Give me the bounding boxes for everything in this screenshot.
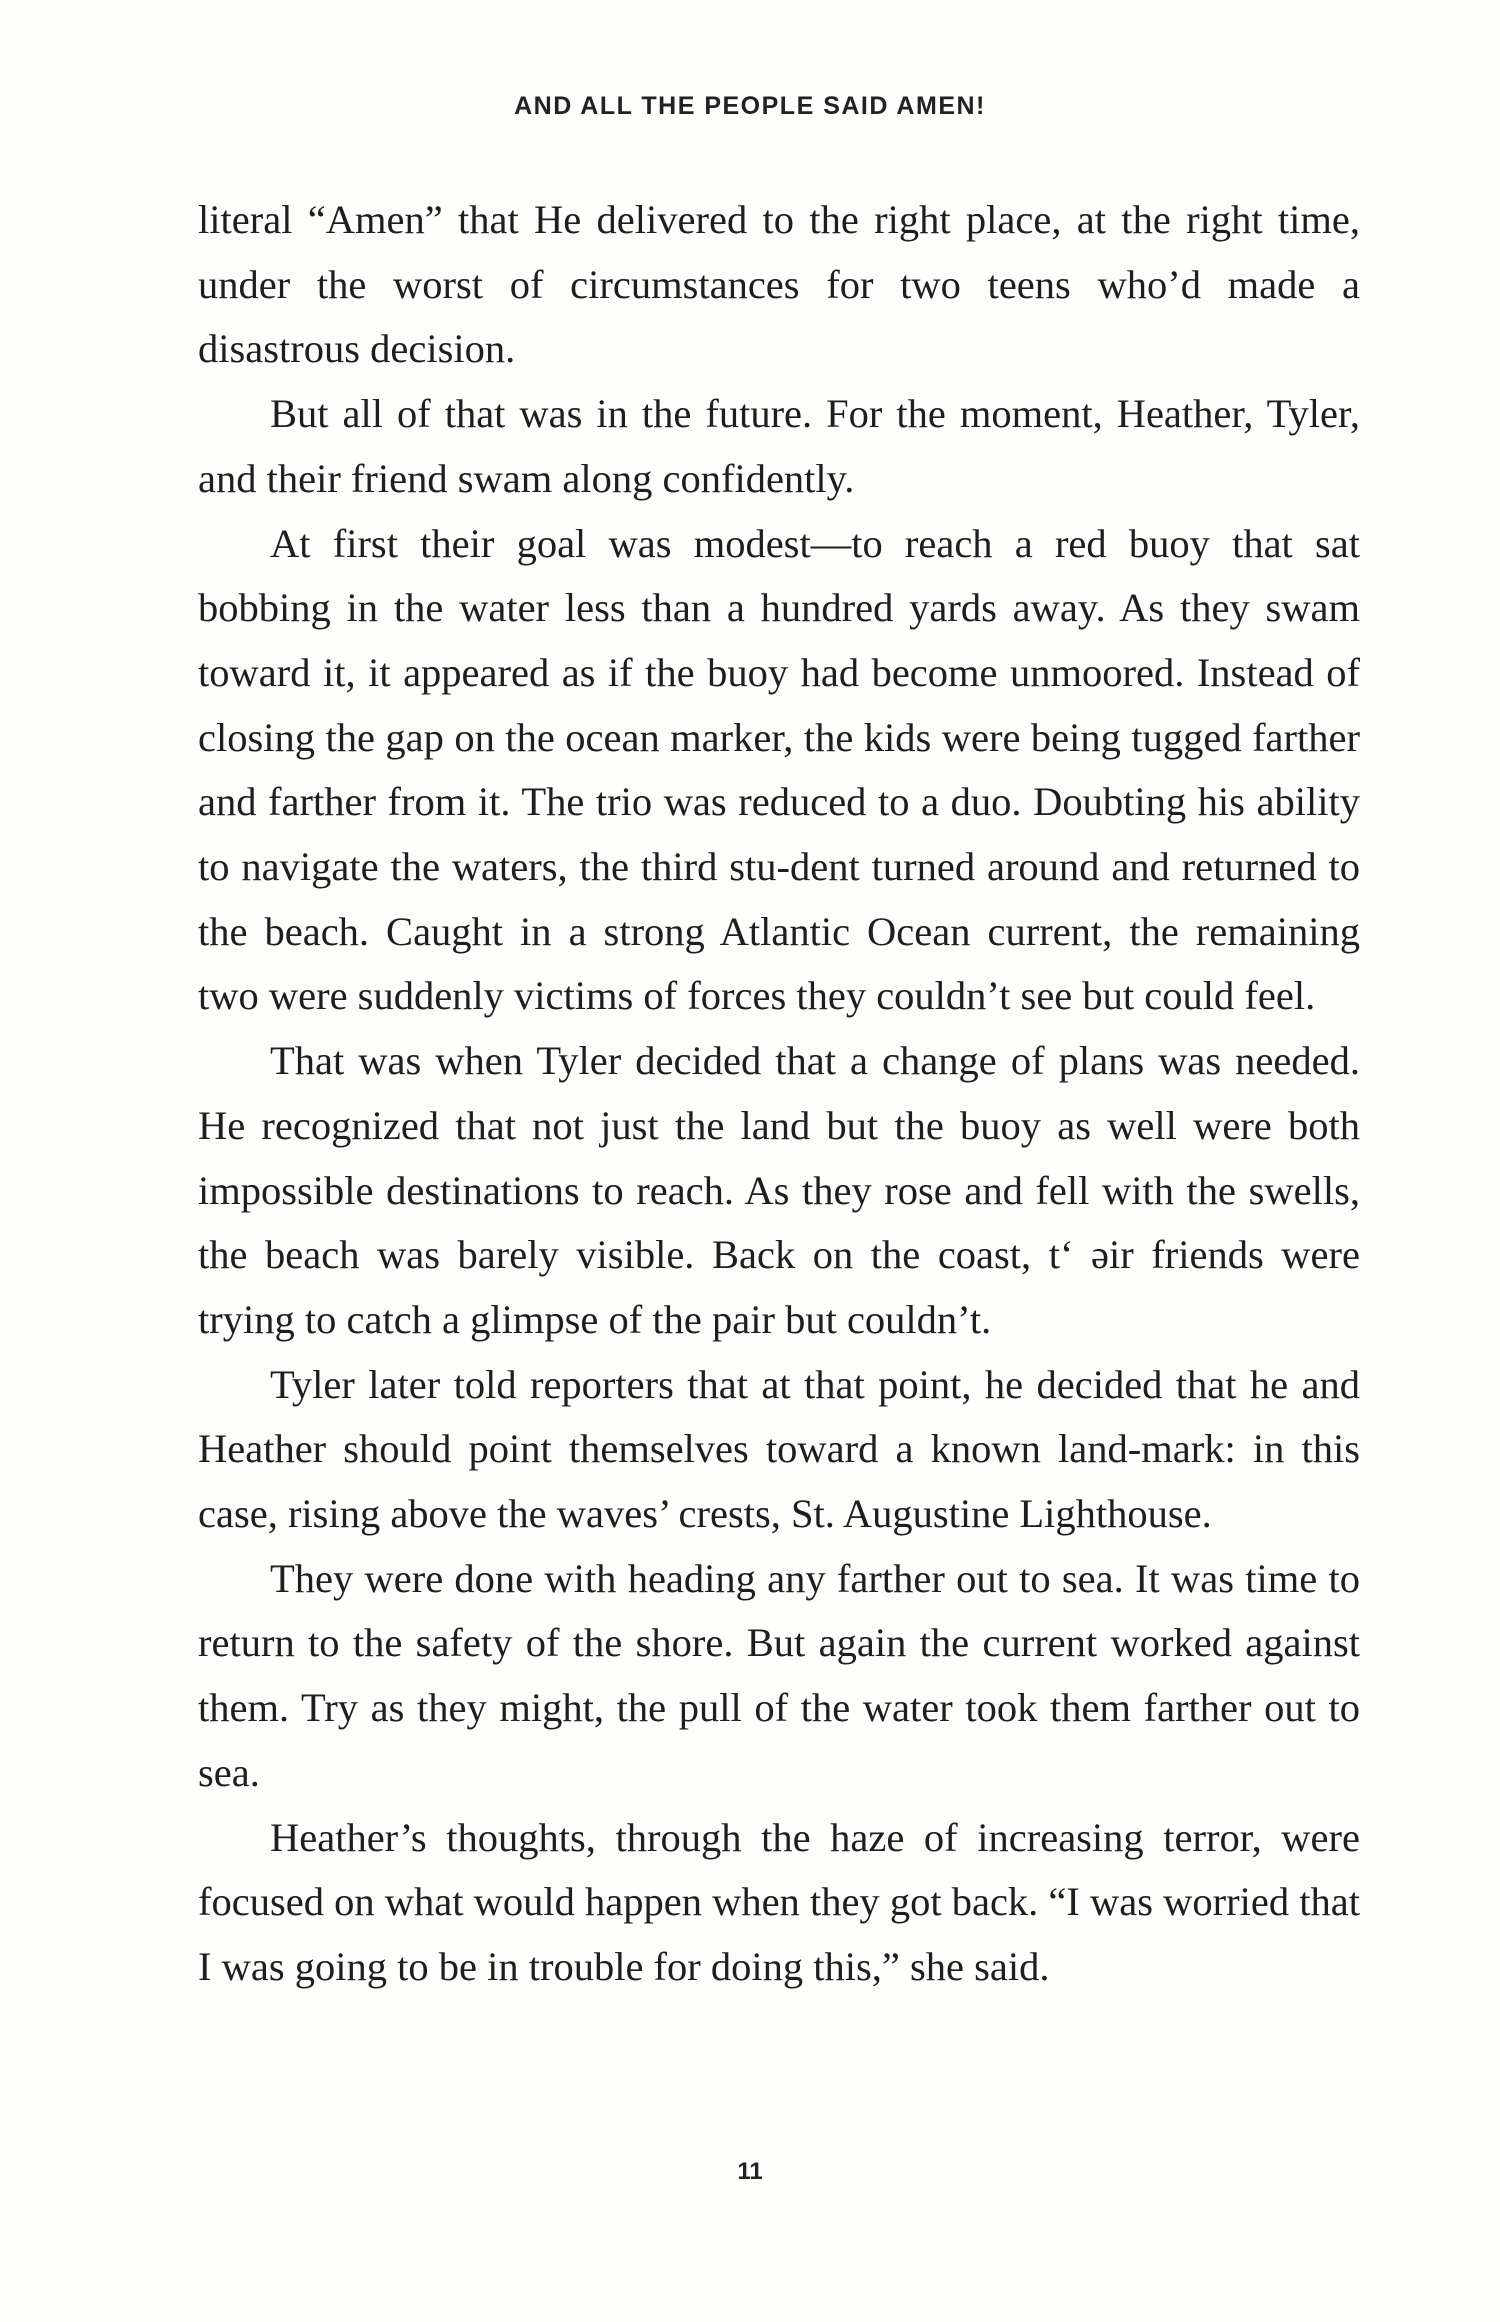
paragraph: Tyler later told reporters that at that point, he decided that he and Heather should point themselves toward a known land-mark: in this case, rising above the waves’ crests, St. Augustine Lighthouse. [198, 1361, 1360, 1537]
page-number: 11 [737, 2158, 763, 2185]
running-head: AND ALL THE PEOPLE SAID AMEN! [514, 92, 986, 120]
body-text [198, 188, 1360, 2000]
paragraph: literal “Amen” that He delivered to the right place, at the right time, under the worst of circumstances for two teens who’d made a disastrous decision. [198, 197, 1360, 372]
paragraph: At first their goal was modest—to reach a red buoy that sat bobbing in the water less than a hundred yards away. As they swam toward it, it appeared as if the buoy had become unmoored. Instead of closing the gap on the ocean marker, the kids were being tugged farther and farther from it. The trio was reduced to a duo. Doubting his ability to navigate the waters, the third stu-dent turned around and returned to the beach. Caught in a strong Atlantic Ocean current, the remaining two were suddenly victims of forces they couldn’t see but could feel. [198, 520, 1360, 1019]
paragraph: But all of that was in the future. For the moment, Heather, Tyler, and their friend swam along confidently. [198, 391, 1360, 501]
paragraph: That was when Tyler decided that a change of plans was needed. He recognized that not just the land but the buoy as well were both impossible destinations to reach. As they rose and fell with the swells, the beach was barely visible. Back on the coast, tʻ əir friends were trying to catch a glimpse of the pair but couldn’t. [198, 1038, 1360, 1342]
paragraph: Heather’s thoughts, through the haze of increasing terror, were focused on what would happen when they got back. “I was worried that I was going to be in trouble for doing this,” she said. [198, 1814, 1360, 1989]
paragraph: They were done with heading any farther out to sea. It was time to return to the safety of the shore. But again the current worked against them. Try as they might, the pull of the water took them farther out to sea. [198, 1555, 1360, 1795]
